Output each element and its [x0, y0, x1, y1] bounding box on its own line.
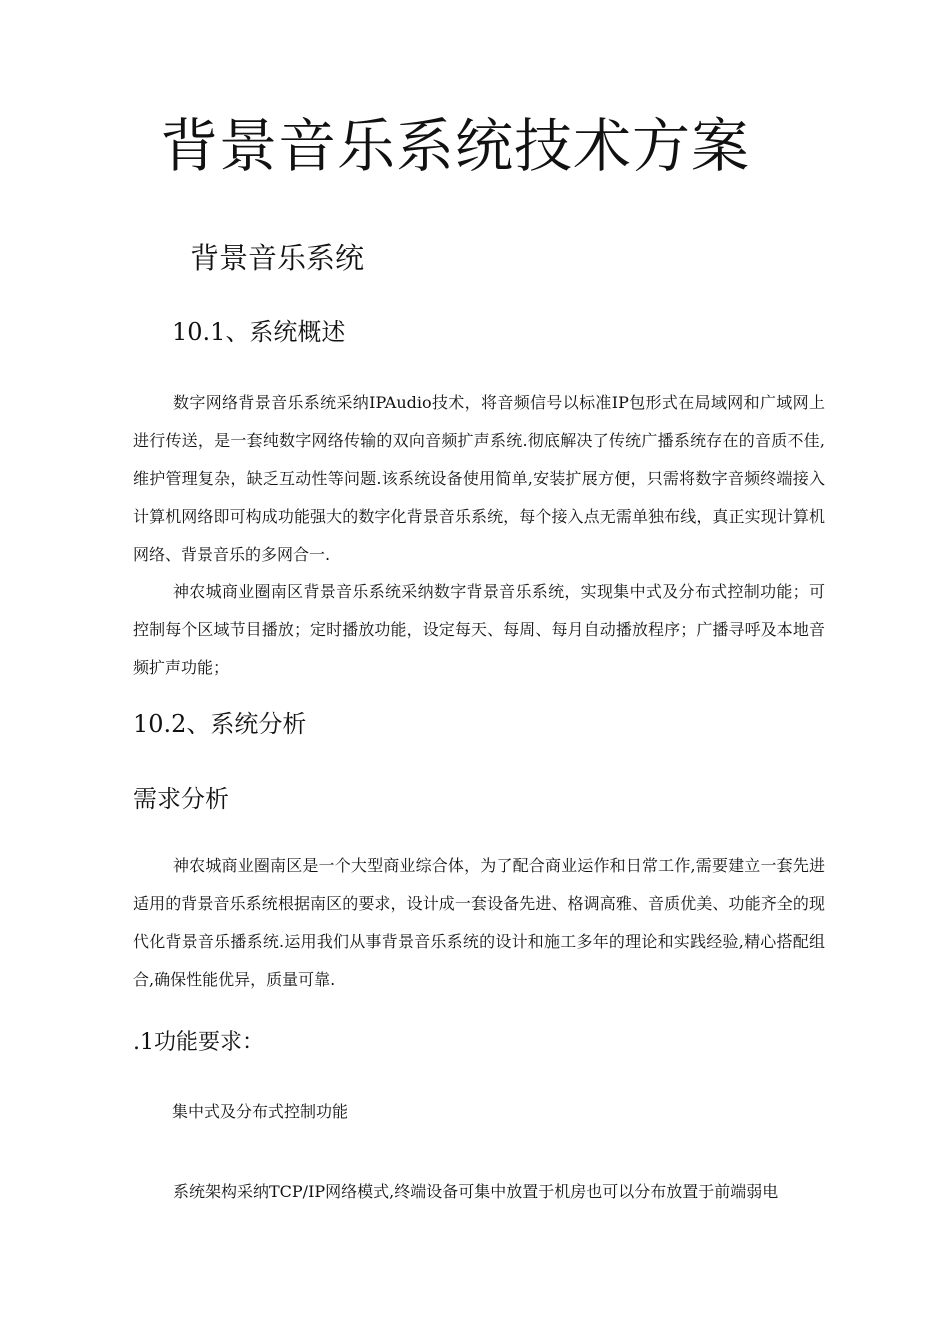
paragraph-requirements: 神农城商业圈南区是一个大型商业综合体，为了配合商业运作和日常工作,需要建立一套先进适用的背景音乐系统根据南区的要求，设计成一套设备先进、格调高雅、音质优美、功能齐全的现代化背景音乐播系统.运用我们从事背景音乐系统的设计和施工多年的理论和实践经验,精心搭配组合,确保性能优异，质量可靠. — [133, 856, 825, 989]
heading-requirements-analysis: 需求分析 — [133, 785, 229, 813]
heading-functional-requirements: .1功能要求： — [133, 1030, 264, 1055]
paragraph-overview-2: 神农城商业圈南区背景音乐系统采纳数字背景音乐系统，实现集中式及分布式控制功能；可控制每个区域节目播放；定时播放功能，设定每天、每周、每月自动播放程序；广播寻呼及本地音频扩声功能； — [133, 582, 825, 677]
document-title: 背景音乐系统技术方案 — [160, 112, 751, 180]
heading-system-analysis: 10.2、系统分析 — [133, 710, 307, 738]
paragraph-architecture: 系统架构采纳TCP/IP网络模式,终端设备可集中放置于机房也可以分布放置于前端弱电 — [173, 1182, 779, 1201]
paragraph-overview-1: 数字网络背景音乐系统采纳IPAudio技术，将音频信号以标准IP包形式在局域网和广域网上进行传送，是一套纯数字网络传输的双向音频扩声系统.彻底解决了传统广播系统存在的音质不佳,维护管理复杂，缺乏互动性等问题.该系统设备使用简单,安装扩展方便，只需将数字音频终端接入计算机网络即可构成功能强大的数字化背景音乐系统，每个接入点无需单独布线，真正实现计算机网络、背景音乐的多网合一. — [133, 393, 825, 564]
section-title: 背景音乐系统 — [190, 241, 365, 275]
heading-system-overview: 10.1、系统概述 — [172, 318, 346, 346]
subheading-control-function: 集中式及分布式控制功能 — [172, 1102, 349, 1121]
